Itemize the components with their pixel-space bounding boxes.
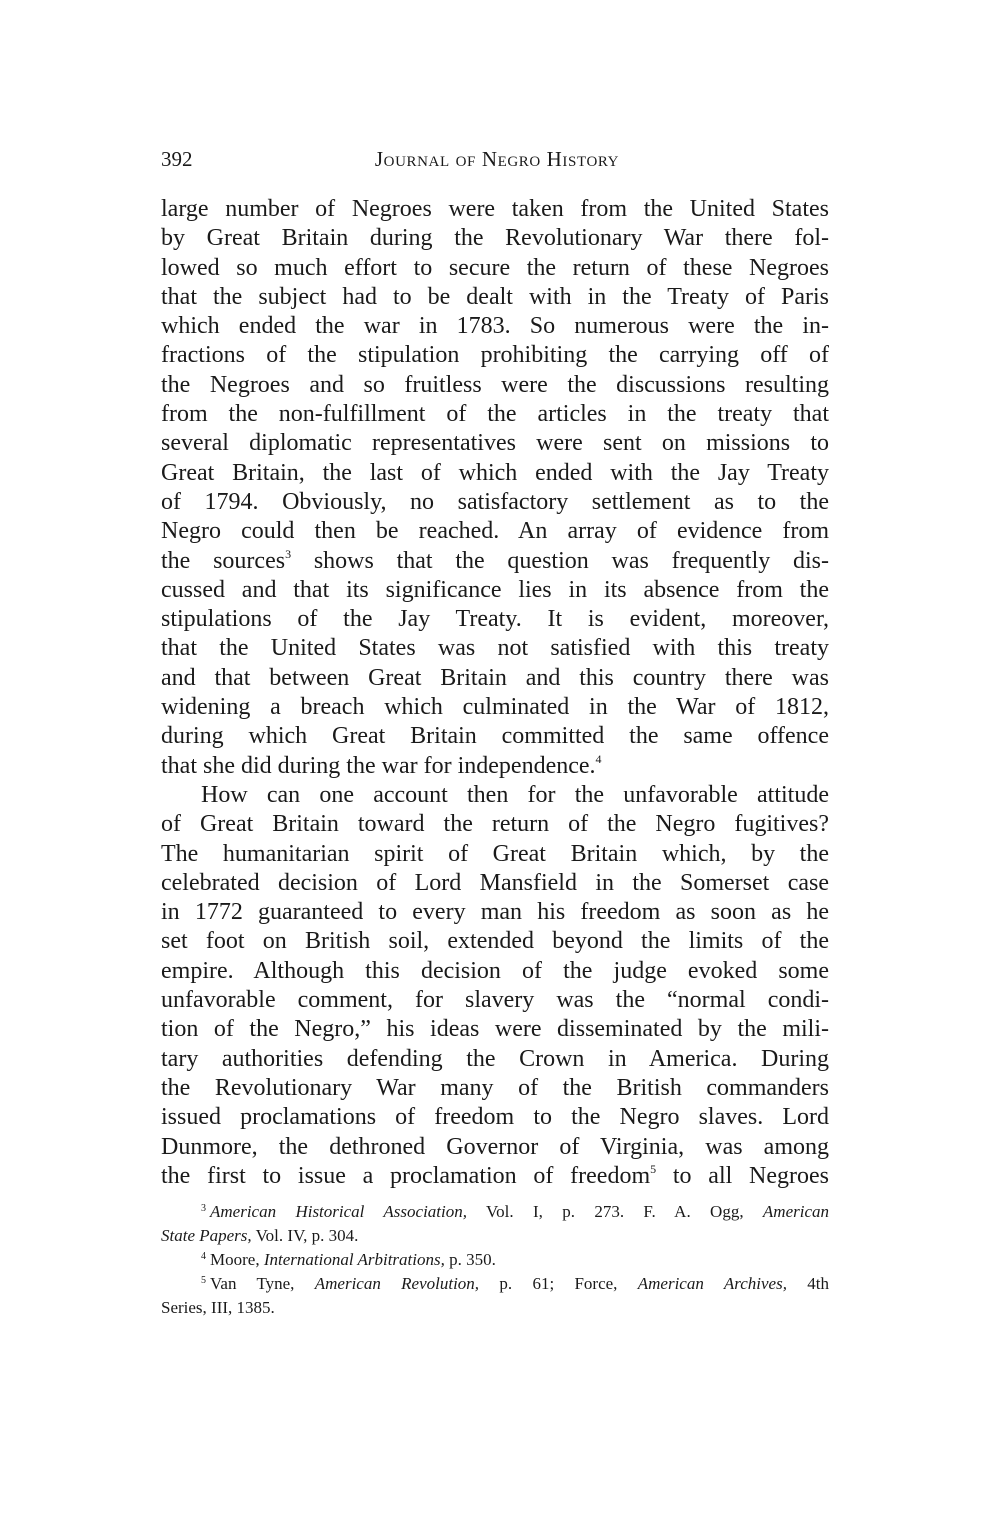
text-line: tary authorities defending the Crown in America. During (161, 1045, 829, 1072)
footnote-5 (161, 1272, 829, 1296)
text-line: The humanitarian spirit of Great Britain which, by the (161, 840, 829, 867)
source-title: American Historical Association, (210, 1202, 468, 1221)
text-segment: that she did during the war for independence. (161, 752, 596, 779)
source-title: International Arbitrations, (263, 1250, 445, 1269)
footnote-3 (161, 1200, 829, 1224)
text-line: fractions of the stipulation prohibiting the carrying off of (161, 342, 829, 369)
text-line: stipulations of the Jay Treaty. It is evident, moreover, (161, 606, 829, 633)
text-line (161, 1162, 829, 1191)
footnote-reference[interactable]: 4 (595, 751, 602, 766)
text-line: unfavorable comment, for slavery was the “normal condi- (161, 987, 829, 1014)
text-line: from the non-fulfillment of the articles in the treaty that (161, 401, 829, 428)
text-segment: shows that the question was frequently dis- (291, 547, 829, 574)
source-title: American Archives, (637, 1274, 787, 1293)
page-number: 392 (161, 147, 193, 171)
text-line: empire. Although this decision of the judge evoked some (161, 957, 829, 984)
page-header (161, 146, 829, 174)
footnote-text: 4th (786, 1274, 829, 1293)
text-line: set foot on British soil, extended beyond the limits of the (161, 928, 829, 955)
footnote-reference[interactable]: 5 (650, 1161, 657, 1176)
text-line (161, 547, 829, 576)
source-title: American Revolution, (314, 1274, 480, 1293)
footnote-text: Vol. IV, p. 304. (251, 1226, 359, 1245)
body-text (161, 195, 829, 1191)
footnote-text: Van Tyne, (210, 1274, 315, 1293)
text-line (161, 752, 829, 781)
footnote-text: Vol. I, p. 273. F. A. Ogg, (467, 1202, 763, 1221)
text-segment: the sources (161, 547, 286, 574)
text-line: the Revolutionary War many of the British commanders (161, 1074, 829, 1101)
text-line: of 1794. Obviously, no satisfactory settlement as to the (161, 488, 829, 515)
footnote-5-continued: Series, III, 1385. (161, 1298, 275, 1317)
footnote-4 (161, 1248, 829, 1272)
footnote-mark: 4 (201, 1251, 206, 1262)
text-line: tion of the Negro,” his ideas were disseminated by the mili- (161, 1016, 829, 1043)
footnote-mark: 5 (201, 1275, 206, 1286)
text-line: of Great Britain toward the return of the Negro fugitives? (161, 811, 829, 838)
text-line: Dunmore, the dethroned Governor of Virginia, was among (161, 1133, 829, 1160)
text-line: by Great Britain during the Revolutionary War there fol- (161, 225, 829, 252)
text-line: that the United States was not satisfied with this treaty (161, 635, 829, 662)
text-line: Negro could then be reached. An array of evidence from (161, 518, 829, 545)
text-line: that the subject had to be dealt with in the Treaty of Paris (161, 283, 829, 310)
footnotes (161, 1200, 829, 1320)
footnote-reference[interactable]: 3 (285, 546, 292, 561)
source-title: American (762, 1202, 830, 1221)
text-segment: the first to issue a proclamation of freedom (161, 1162, 651, 1189)
running-title: Journal of Negro History (374, 147, 620, 171)
footnote-text: p. 61; Force, (479, 1274, 638, 1293)
text-line: cussed and that its significance lies in its absence from the (161, 576, 829, 603)
text-line: celebrated decision of Lord Mansfield in the Somerset case (161, 869, 829, 896)
text-line: and that between Great Britain and this country there was (161, 664, 829, 691)
text-line: the Negroes and so fruitless were the discussions resulting (161, 371, 829, 398)
text-line: issued proclamations of freedom to the Negro slaves. Lord (161, 1104, 829, 1131)
source-title: State Papers, (161, 1226, 252, 1245)
text-line: in 1772 guaranteed to every man his freedom as soon as he (161, 899, 829, 926)
text-line: Great Britain, the last of which ended with the Jay Treaty (161, 459, 829, 486)
footnote-mark: 3 (201, 1203, 206, 1214)
footnote-3-continued (161, 1224, 829, 1248)
text-line: which ended the war in 1783. So numerous were the in- (161, 313, 829, 340)
text-line: lowed so much effort to secure the return of these Negroes (161, 254, 829, 281)
paragraph-start-line: How can one account then for the unfavorable attitude (201, 781, 829, 808)
text-line: several diplomatic representatives were sent on missions to (161, 430, 829, 457)
text-line: large number of Negroes were taken from the United States (161, 196, 829, 222)
text-segment: to all Negroes (656, 1162, 829, 1189)
text-line: during which Great Britain committed the same offence (161, 723, 829, 750)
footnote-text: Moore, (210, 1250, 264, 1269)
footnote-text: p. 350. (444, 1250, 496, 1269)
text-line: widening a breach which culminated in the War of 1812, (161, 694, 829, 721)
